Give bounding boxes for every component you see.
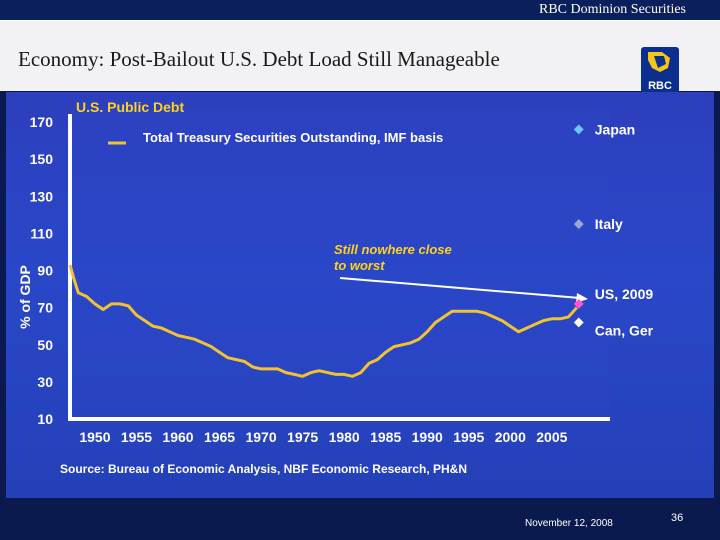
annotation-box (334, 242, 464, 282)
y-tick-labels (30, 114, 54, 427)
y-tick-label: 30 (37, 373, 53, 390)
slide-title: Economy: Post-Bailout U.S. Debt Load Still Manageable (18, 47, 500, 71)
y-tick-label: 110 (30, 225, 53, 242)
chart-slide (6, 92, 714, 498)
x-tick-label: 1990 (411, 429, 443, 445)
footer (0, 500, 720, 540)
y-tick-label: 10 (37, 411, 53, 427)
title-band (0, 21, 720, 91)
legend-label-box (143, 130, 463, 170)
footer-date: November 12, 2008 (525, 518, 613, 529)
y-tick-label: 50 (37, 336, 53, 353)
chart-title: U.S. Public Debt (76, 99, 185, 115)
y-tick-label: 130 (29, 188, 53, 205)
y-tick-label: 170 (29, 114, 53, 130)
y-tick-label: 70 (37, 299, 53, 316)
x-tick-label: 1980 (328, 429, 360, 445)
annotation-label: Still nowhere close to worst (334, 242, 452, 273)
x-tick-label: 2005 (536, 429, 568, 445)
marker-label: US, 2009 (594, 285, 654, 302)
x-tick-label: 1975 (287, 429, 319, 445)
x-tick-label: 1960 (162, 429, 194, 445)
page-number: 36 (671, 512, 684, 524)
x-tick-label: 1965 (203, 429, 236, 445)
y-tick-label: 150 (29, 151, 53, 168)
marker-label: Japan (594, 121, 636, 138)
marker-label: Italy (594, 216, 623, 233)
debt-chart (6, 92, 714, 498)
logo-text: RBC (648, 80, 672, 92)
x-tick-label: 1950 (79, 429, 111, 445)
rbc-logo (640, 46, 680, 96)
x-tick-label: 1985 (370, 429, 402, 445)
marker-label: Can, Ger (594, 322, 654, 339)
y-axis-label: % of GDP (17, 265, 33, 329)
x-tick-label: 1995 (453, 429, 485, 445)
x-tick-label: 1955 (120, 429, 153, 445)
x-tick-labels (79, 429, 567, 445)
y-tick-label: 90 (37, 262, 53, 279)
brand-name: RBC Dominion Securities (539, 2, 686, 17)
top-bar (0, 0, 720, 21)
source-note: Source: Bureau of Economic Analysis, NBF Economic Research, PH&N (60, 462, 467, 476)
legend-label: Total Treasury Securities Outstanding, IMF basis (143, 130, 444, 145)
x-tick-label: 1970 (245, 429, 277, 445)
x-tick-label: 2000 (494, 429, 526, 445)
